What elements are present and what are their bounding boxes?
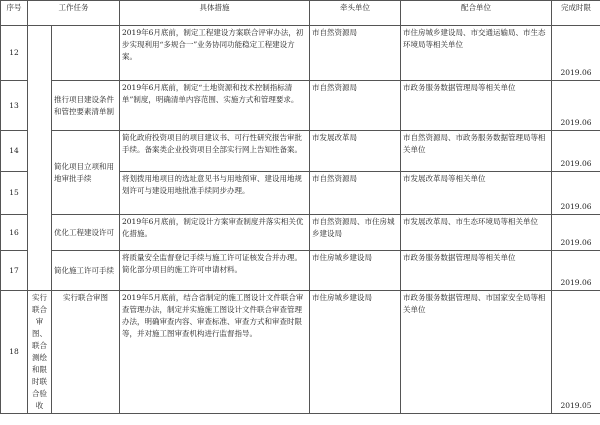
lead-unit-cell: 市自然资源局、市住房城乡建设局 [310, 215, 401, 251]
measure-cell: 2019年6月底前，制定工程建设方案联合评审办法，初步实现利用“多规合一”业务协同功能稳定工程建设方案。 [120, 26, 310, 81]
measure-cell: 将划拨用地项目的选址意见书与用地预审、建设用地规划许可与建设用地批准手续同步办理。 [120, 172, 310, 215]
cooperate-unit-cell: 市政务服务数据管理局等相关单位 [401, 81, 552, 131]
row-number: 12 [1, 26, 28, 81]
deadline-cell: 2019.06 [552, 81, 600, 131]
header-task: 工作任务 [28, 1, 120, 26]
cooperate-unit-cell: 市住房城乡建设局、市交通运输局、市生态环境局等相关单位 [401, 26, 552, 81]
deadline-cell: 2019.05 [552, 291, 600, 414]
cooperate-unit-cell: 市政务服务数据管理局等相关单位 [401, 251, 552, 291]
cooperate-unit-cell: 市发展改革局、市生态环境局等相关单位 [401, 215, 552, 251]
deadline-cell: 2019.06 [552, 131, 600, 172]
cooperate-unit-cell: 市政务服务数据管理局、市国家安全局等相关单位 [401, 291, 552, 414]
lead-unit-cell: 市发展改革局 [310, 131, 401, 172]
task-cell: 实行联合审图 [52, 291, 120, 414]
row-number: 13 [1, 81, 28, 131]
row-number: 18 [1, 291, 28, 414]
deadline-cell: 2019.06 [552, 251, 600, 291]
header-time: 完成时限 [552, 1, 600, 26]
table-row [1, 291, 600, 414]
row-number: 14 [1, 131, 28, 172]
task-cell: 推行项目建设条件和管控要素清单制 [52, 81, 120, 131]
table-row [1, 131, 600, 172]
row-number: 17 [1, 251, 28, 291]
measure-cell: 简化政府投资项目的项目建议书、可行性研究报告审批手续。备案类企业投资项目全部实行网上告知性备案。 [120, 131, 310, 172]
table-row [1, 251, 600, 291]
measure-cell: 2019年6月底前，制定“土地资源和技术控制指标清单”制度，明确清单内容范围、实施方式和管理要求。 [120, 81, 310, 131]
measure-cell: 2019年5月底前，结合省制定的施工图设计文件联合审查管理办法，制定并实施施工图设计文件联合审查管理办法，明确审查内容、审查标准、审查方式和审查时限等，并对施工图审查机构进行监督指导。 [120, 291, 310, 414]
table-row [1, 81, 600, 131]
header-row [1, 1, 600, 26]
deadline-cell: 2019.06 [552, 215, 600, 251]
row-number: 15 [1, 172, 28, 215]
header-num: 序号 [1, 1, 28, 26]
table-row [1, 26, 600, 81]
cooperate-unit-cell: 市发展改革局等相关单位 [401, 172, 552, 215]
row-number: 16 [1, 215, 28, 251]
task-cell: 简化项目立项和用地审批手续 [52, 131, 120, 215]
task-group-blank [28, 26, 52, 291]
header-cooperate: 配合单位 [401, 1, 552, 26]
deadline-cell: 2019.06 [552, 172, 600, 215]
task-cell: 优化工程建设许可 [52, 215, 120, 251]
deadline-cell: 2019.06 [552, 26, 600, 81]
lead-unit-cell: 市住房城乡建设局 [310, 251, 401, 291]
lead-unit-cell: 市自然资源局 [310, 172, 401, 215]
measure-cell: 2019年6月底前，制定设计方案审查制度并落实相关优化措施。 [120, 215, 310, 251]
cooperate-unit-cell: 市自然资源局、市政务服务数据管理局等相关单位 [401, 131, 552, 172]
table-row [1, 215, 600, 251]
measure-cell: 将质量安全监督登记手续与施工许可证核发合并办理。简化部分项目的施工许可申请材料。 [120, 251, 310, 291]
header-lead: 牵头单位 [310, 1, 401, 26]
task-cell [52, 26, 120, 81]
lead-unit-cell: 市自然资源局 [310, 81, 401, 131]
task-cell: 简化施工许可手续 [52, 251, 120, 291]
lead-unit-cell: 市自然资源局 [310, 26, 401, 81]
task-group-cell: 实行联合审图、联合测绘和限时联合验收 [28, 291, 52, 414]
header-measure: 具体措施 [120, 1, 310, 26]
lead-unit-cell: 市住房城乡建设局 [310, 291, 401, 414]
